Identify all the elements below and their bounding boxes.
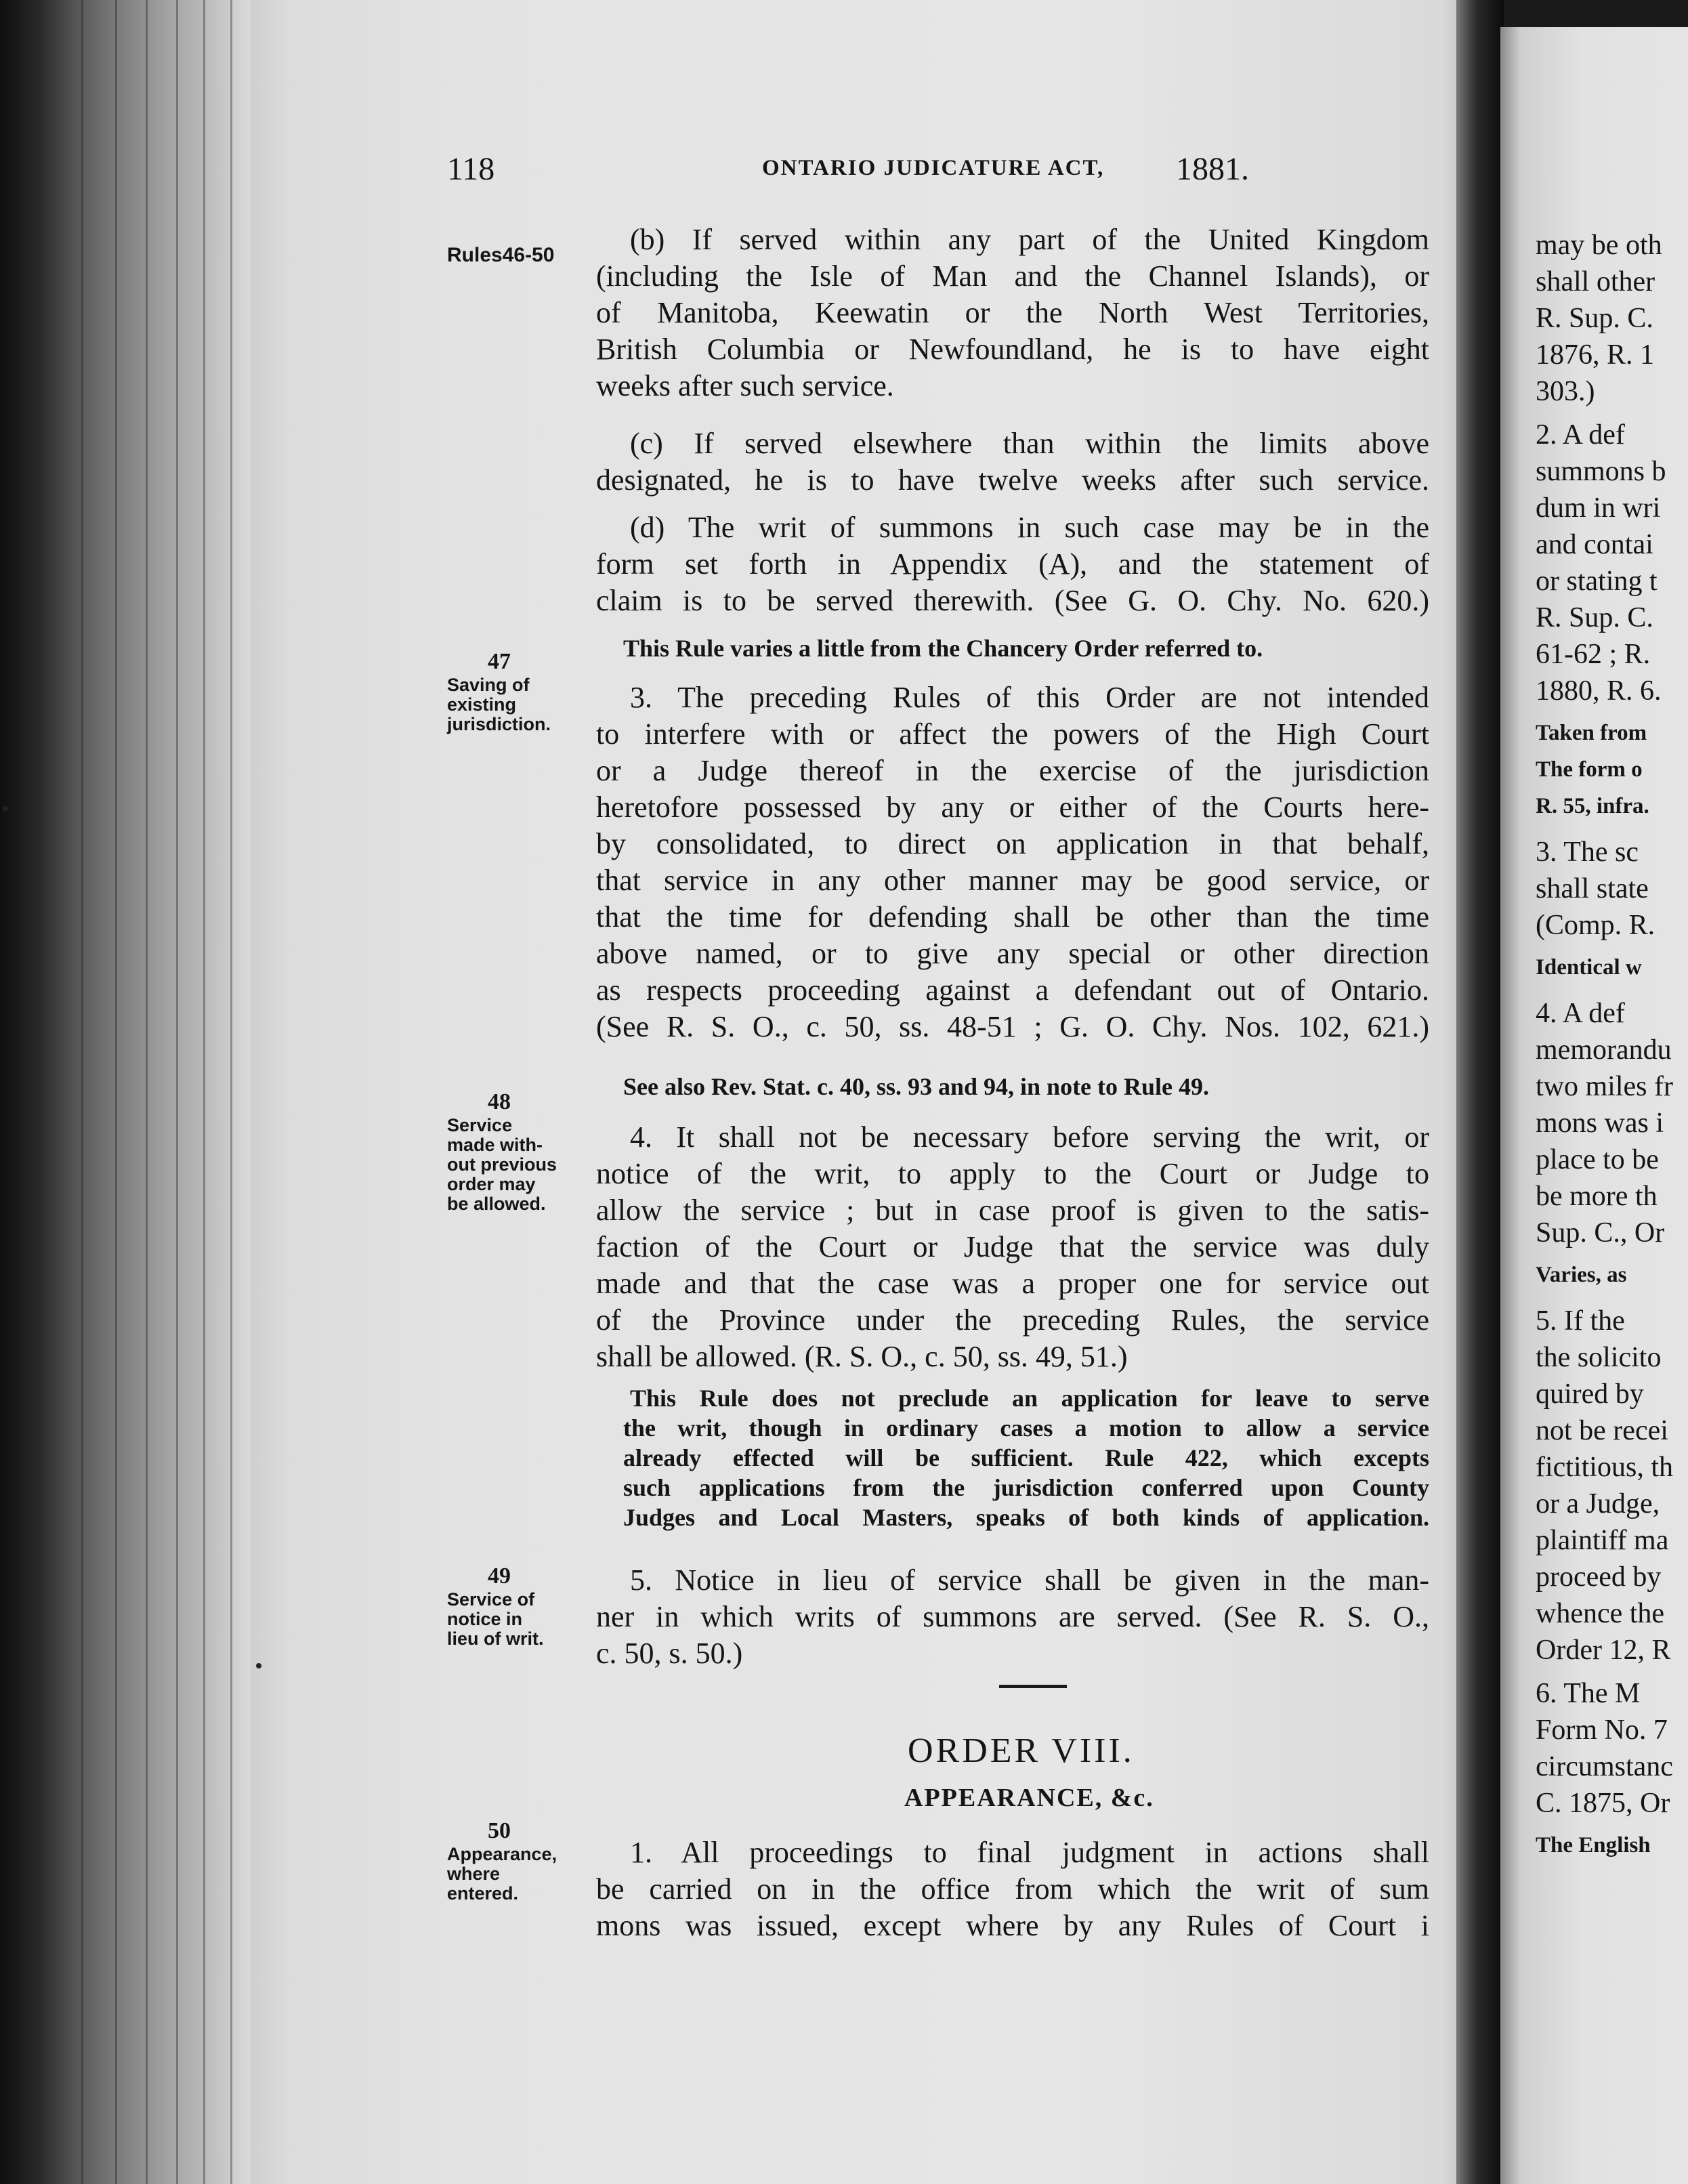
text-line: ner in which writs of summons are served. (See R. S. O.,	[596, 1600, 1429, 1633]
text-line: 303.)	[1536, 376, 1595, 407]
note-line: the writ, though in ordinary cases a motion to allow a service	[623, 1414, 1429, 1442]
note-line: See also Rev. Stat. c. 40, ss. 93 and 94, in note to Rule 49.	[623, 1073, 1210, 1100]
margin-note-line: existing	[447, 694, 517, 715]
text-line: 3. The sc	[1536, 837, 1639, 868]
margin-note-line: Saving of	[447, 675, 530, 695]
margin-note-line: Service	[447, 1115, 513, 1135]
running-year: 1881.	[1176, 151, 1249, 187]
text-line: designated, he is to have twelve weeks after such service.	[596, 463, 1429, 497]
paragraph-5	[596, 1562, 1429, 1672]
text-line: (Comp. R.	[1536, 910, 1655, 941]
paragraph-1-order-viii	[596, 1834, 1429, 1944]
margin-rule-number: 47	[488, 649, 511, 674]
section-divider	[999, 1685, 1067, 1688]
text-line: quired by	[1536, 1379, 1644, 1410]
text-line: that service in any other manner may be good service, or	[596, 864, 1429, 897]
text-line: 4. A def	[1536, 998, 1625, 1029]
text-line: 61-62 ; R.	[1536, 639, 1651, 670]
margin-note-47	[447, 649, 603, 734]
text-line: or a Judge thereof in the exercise of the jurisdiction	[596, 754, 1429, 787]
text-line: shall other	[1536, 266, 1655, 297]
text-line: notice of the writ, to apply to the Court or Judge to	[596, 1157, 1429, 1190]
text-line: allow the service ; but in case proof is given to the satis-	[596, 1194, 1429, 1227]
text-line: the solicito	[1536, 1342, 1662, 1373]
text-line: not be recei	[1536, 1415, 1668, 1446]
text-line: faction of the Court or Judge that the service was duly	[596, 1230, 1429, 1263]
text-line: British Columbia or Newfoundland, he is to have eight	[596, 333, 1429, 366]
paragraph-3	[596, 679, 1429, 1045]
text-line: two miles fr	[1536, 1071, 1673, 1102]
text-line: (c) If served elsewhere than within the limits above	[630, 427, 1429, 460]
running-title: ONTARIO JUDICATURE ACT,	[762, 156, 1105, 180]
note-line: This Rule varies a little from the Chancery Order referred to.	[623, 635, 1263, 662]
facing-page	[1500, 27, 1688, 2184]
text-line: 3. The preceding Rules of this Order are not intended	[630, 681, 1429, 714]
text-line: (including the Isle of Man and the Channel Islands), or	[596, 259, 1429, 293]
text-line: be carried on in the office from which the writ of sum	[596, 1872, 1429, 1906]
text-line: 4. It shall not be necessary before serving the writ, or	[630, 1120, 1429, 1154]
margin-note-48	[447, 1089, 603, 1214]
margin-note-line: out previous	[447, 1154, 557, 1175]
text-line: R. 55, infra.	[1536, 794, 1649, 818]
text-line: above named, or to give any special or other direction	[596, 937, 1429, 970]
margin-note-50	[447, 1818, 603, 1904]
page-edges	[0, 0, 257, 2184]
margin-rule-number: 49	[488, 1563, 511, 1589]
text-line: proceed by	[1536, 1561, 1662, 1593]
text-line: or a Judge,	[1536, 1488, 1660, 1519]
note-rule-49	[623, 1383, 1429, 1532]
text-line: dum in wri	[1536, 492, 1661, 524]
text-line: place to be	[1536, 1144, 1659, 1175]
text-line: Taken from	[1536, 721, 1647, 745]
margin-note-49	[447, 1563, 603, 1649]
text-line: made and that the case was a proper one for service out	[596, 1267, 1429, 1300]
note-line: such applications from the jurisdiction conferred upon County	[623, 1474, 1429, 1501]
paragraph-b	[596, 222, 1429, 404]
book-gutter	[1456, 0, 1504, 2184]
text-line: 1. All proceedings to final judgment in actions shall	[630, 1836, 1429, 1869]
leaf-edge	[146, 0, 148, 2184]
leaf-edge	[230, 0, 232, 2184]
text-line: 5. If the	[1536, 1305, 1625, 1337]
margin-note-line: lieu of writ.	[447, 1629, 544, 1649]
text-line: 6. The M	[1536, 1678, 1641, 1709]
scan-speck	[3, 806, 8, 812]
text-line: 5. Notice in lieu of service shall be given in the man-	[630, 1563, 1429, 1597]
text-line: c. 50, s. 50.)	[596, 1637, 743, 1670]
note-line: already effected will be sufficient. Rule 422, which excepts	[623, 1444, 1429, 1471]
text-line: The English	[1536, 1833, 1651, 1857]
text-line: The form o	[1536, 757, 1643, 782]
text-line: 2. A def	[1536, 419, 1625, 450]
paragraph-c	[596, 425, 1429, 499]
page-number: 118	[447, 151, 495, 187]
leaf-edge	[203, 0, 205, 2184]
text-line: of the Province under the preceding Rules, the service	[596, 1303, 1429, 1337]
margin-rule-range	[447, 245, 603, 265]
text-line: by consolidated, to direct on application in that behalf,	[596, 827, 1429, 860]
margin-note-line: Appearance,	[447, 1844, 557, 1864]
leaf-edge	[115, 0, 117, 2184]
text-line: of Manitoba, Keewatin or the North West Territories,	[596, 296, 1429, 329]
text-line: mons was issued, except where by any Rules of Court i	[596, 1909, 1429, 1942]
note-line: This Rule does not preclude an application for leave to serve	[630, 1385, 1429, 1412]
text-line: or stating t	[1536, 566, 1658, 597]
leaf-edge	[81, 0, 83, 2184]
text-line: whence the	[1536, 1598, 1665, 1629]
text-line: Order 12, R	[1536, 1635, 1671, 1666]
margin-note-line: where	[447, 1864, 501, 1884]
margin-note-line: order may	[447, 1174, 536, 1194]
text-line: weeks after such service.	[596, 369, 894, 402]
text-line: R. Sup. C.	[1536, 602, 1653, 633]
text-line: claim is to be served therewith. (See G. O. Chy. No. 620.)	[596, 584, 1429, 617]
text-line: may be oth	[1536, 230, 1662, 261]
text-line: form set forth in Appendix (A), and the statement of	[596, 547, 1429, 581]
text-line: Form No. 7	[1536, 1715, 1668, 1746]
text-line: C. 1875, Or	[1536, 1788, 1670, 1819]
text-line: Identical w	[1536, 955, 1642, 980]
note-rule-47	[623, 633, 1429, 663]
text-line: (See R. S. O., c. 50, ss. 48-51 ; G. O. Chy. Nos. 102, 621.)	[596, 1010, 1429, 1043]
note-rule-48	[623, 1072, 1429, 1101]
text-line: R. Sup. C.	[1536, 303, 1653, 334]
text-line: circumstanc	[1536, 1751, 1673, 1782]
order-subheading: APPEARANCE, &c.	[904, 1784, 1154, 1812]
facing-page-text	[1536, 227, 1673, 1864]
margin-note-line: jurisdiction.	[447, 714, 551, 734]
margin-range-label: Rules46-50	[447, 244, 555, 266]
text-line: Sup. C., Or	[1536, 1217, 1665, 1248]
text-line: fictitious, th	[1536, 1452, 1673, 1483]
text-line: as respects proceeding against a defendant out of Ontario.	[596, 973, 1429, 1007]
margin-note-line: notice in	[447, 1609, 523, 1629]
leaf-edge	[176, 0, 178, 2184]
text-line: heretofore possessed by any or either of the Courts here-	[596, 791, 1429, 824]
text-line: and contai	[1536, 529, 1653, 560]
scan-speck	[256, 1663, 261, 1668]
text-line: 1876, R. 1	[1536, 339, 1655, 371]
order-heading: ORDER VIII.	[908, 1731, 1135, 1770]
margin-note-line: Service of	[447, 1589, 535, 1610]
text-line: mons was i	[1536, 1108, 1664, 1139]
margin-note-line: made with-	[447, 1135, 543, 1155]
paragraph-d	[596, 509, 1429, 619]
text-line: (b) If served within any part of the United Kingdom	[630, 223, 1429, 256]
text-line: be more th	[1536, 1181, 1658, 1212]
text-line: that the time for defending shall be other than the time	[596, 900, 1429, 933]
text-line: shall be allowed. (R. S. O., c. 50, ss. 49, 51.)	[596, 1340, 1128, 1373]
note-line: Judges and Local Masters, speaks of both kinds of application.	[623, 1504, 1429, 1531]
text-line: shall state	[1536, 873, 1649, 904]
margin-note-line: be allowed.	[447, 1194, 546, 1214]
margin-note-line: entered.	[447, 1883, 519, 1904]
text-line: to interfere with or affect the powers of the High Court	[596, 717, 1429, 751]
running-header	[447, 150, 1267, 198]
text-line: plaintiff ma	[1536, 1525, 1669, 1556]
margin-rule-number: 48	[488, 1089, 511, 1114]
text-line: summons b	[1536, 456, 1666, 487]
text-line: memorandu	[1536, 1034, 1672, 1066]
margin-rule-number: 50	[488, 1818, 511, 1843]
paragraph-4	[596, 1119, 1429, 1375]
text-line: Varies, as	[1536, 1263, 1627, 1287]
text-line: (d) The writ of summons in such case may be in the	[630, 511, 1429, 544]
text-line: 1880, R. 6.	[1536, 675, 1662, 707]
